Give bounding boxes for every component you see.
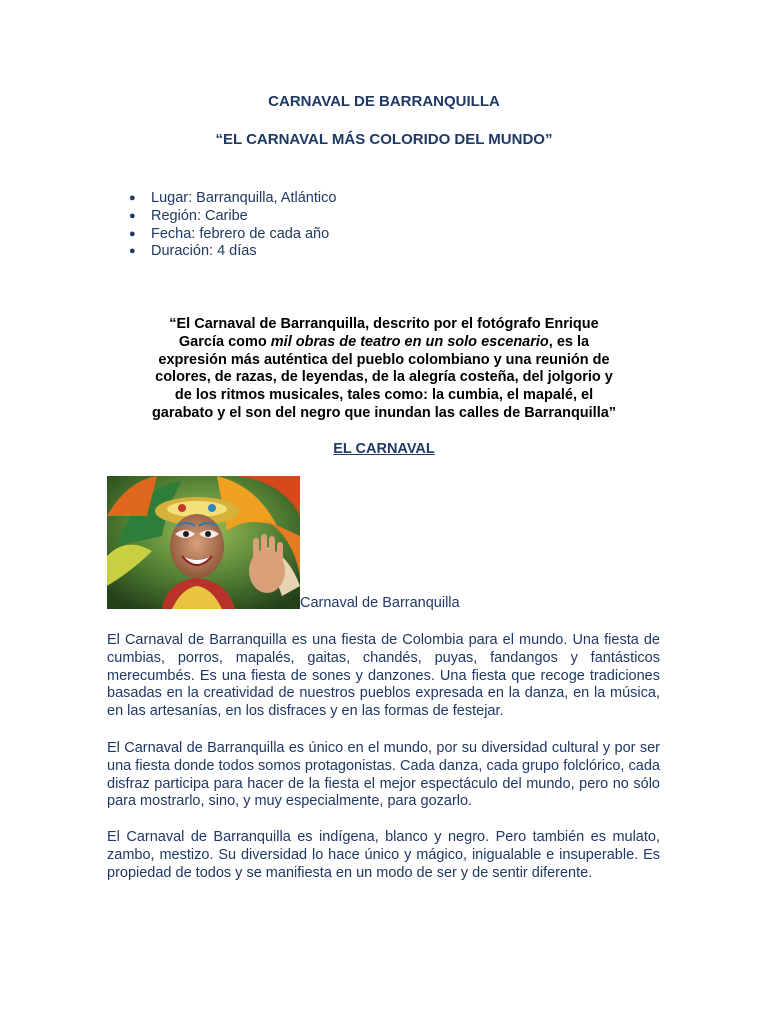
section-heading: EL CARNAVAL (333, 441, 435, 457)
paragraph-3: El Carnaval de Barranquilla es indígena, blanco y negro. Pero también es mulato, zambo, mestizo. Su diversidad lo hace único y mágico, inigualable e insuperable. Es propiedad de todos y se manifiesta en un modo de ser y de sentir diferente. (107, 829, 660, 881)
fact-fecha: Fecha: febrero de cada año (151, 225, 330, 242)
bullet-icon: ● (129, 192, 136, 204)
list-item (128, 226, 336, 244)
list-item (128, 243, 336, 261)
paragraph-1: El Carnaval de Barranquilla es una fiesta de Colombia para el mundo. Una fiesta de cumbias, porros, mapalés, gaitas, chandés, puyas, fandangos y fantásticos merecumbés. Es una fiesta de sones y danzones. Una fiesta que recoge tradiciones basadas en la creatividad de nuestros pueblos expresada en la danza, en la música, en las artesanías, en los disfraces y en las formas de festejar. (107, 632, 660, 720)
fact-duracion: Duración: 4 días (151, 243, 257, 260)
facts-list (128, 190, 336, 261)
quote-emphasis: mil obras de teatro en un solo escenario (270, 333, 549, 350)
list-item (128, 190, 336, 208)
document-subtitle: “EL CARNAVAL MÁS COLORIDO DEL MUNDO” (215, 131, 553, 148)
photo-caption: Carnaval de Barranquilla (300, 595, 460, 611)
quote-block (150, 316, 618, 423)
quote-part-1: “El Carnaval de Barranquilla, descrito por el fotógrafo Enrique García como (169, 316, 599, 350)
bullet-icon: ● (129, 227, 136, 240)
bullet-icon: ● (129, 209, 136, 222)
bullet-icon: ● (129, 245, 136, 258)
fact-region: Región: Caribe (151, 207, 248, 224)
quote-part-2: , es la expresión más auténtica del pueblo colombiano y una reunión de colores, de razas, de leyendas, de la alegría costeña, del jolgorio y de los ritmos musicales, tales como: la cumbia, el mapalé, el garabato y el son del negro que inundan las calles de Barranquilla” (151, 333, 617, 421)
list-item (128, 208, 336, 226)
paragraph-2: El Carnaval de Barranquilla es único en el mundo, por su diversidad cultural y por ser una fiesta donde todos somos protagonistas. Cada danza, cada grupo folclórico, cada disfraz participa para hacer de la fiesta el mejor espectáculo del mundo, pero no sólo para mostrarlo, sino, y muy especialmente, para gozarlo. (107, 740, 660, 810)
fact-lugar: Lugar: Barranquilla, Atlántico (151, 190, 337, 206)
carnival-photo (107, 476, 300, 609)
document-title: CARNAVAL DE BARRANQUILLA (268, 93, 500, 110)
